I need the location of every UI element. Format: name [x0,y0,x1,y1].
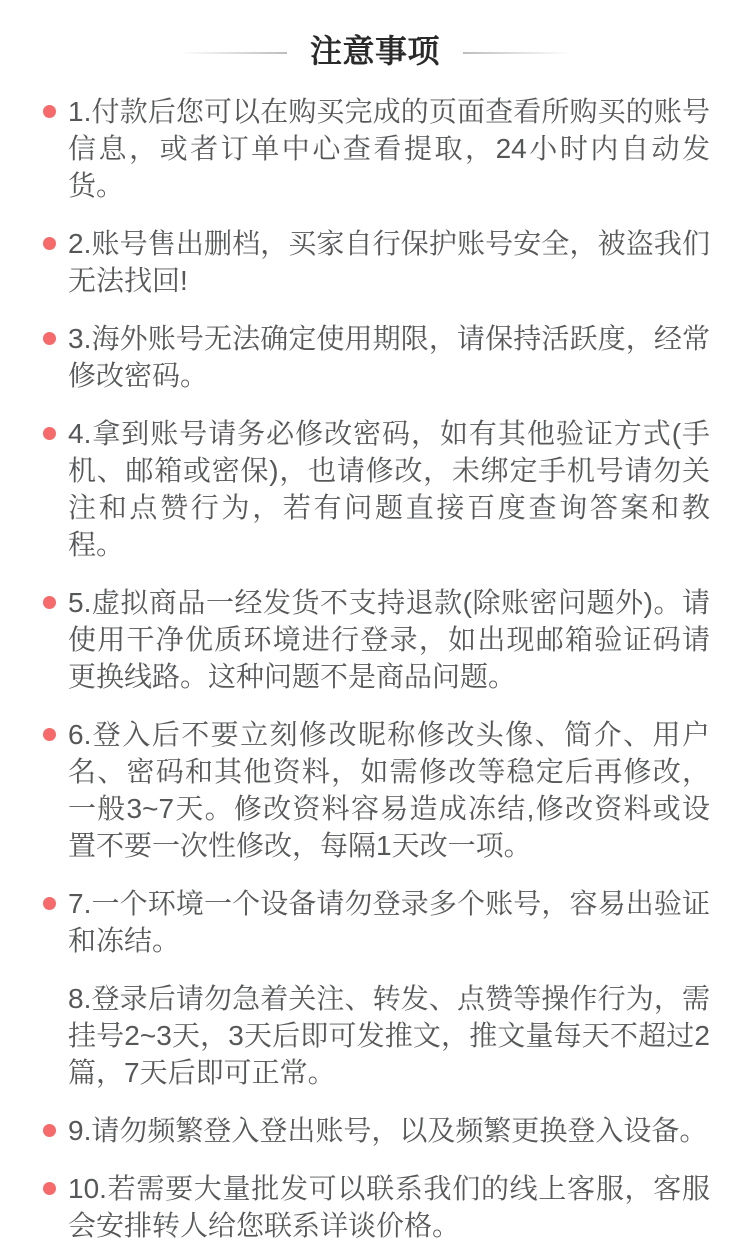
bullet-dot-icon [43,427,56,440]
notice-item-1 [68,93,710,204]
bullet-dot-icon [43,596,56,609]
bullet-dot-icon [43,1182,56,1195]
bullet-dot-icon [43,897,56,910]
notice-item-2 [68,225,710,299]
notice-item-9 [68,1112,710,1149]
notice-item-text: 4.拿到账号请务必修改密码，如有其他验证方式(手机、邮箱或密保)，也请修改，未绑定手机号请勿关注和点赞行为，若有问题直接百度查询答案和教程。 [68,418,710,560]
notice-item-10 [68,1170,710,1244]
page-title-row [0,0,750,72]
notice-item-text: 7.一个环境一个设备请勿登录多个账号，容易出验证和冻结。 [68,888,710,956]
notice-item-8 [68,980,710,1091]
bullet-dot-icon [43,332,56,345]
notice-item-4 [68,415,710,563]
notice-item-text: 2.账号售出删档，买家自行保护账号安全，被盗我们无法找回! [68,228,710,296]
bullet-dot-icon [43,1124,56,1137]
notice-item-text: 10.若需要大量批发可以联系我们的线上客服，客服会安排转人给您联系详谈价格。 [68,1173,710,1241]
bullet-dot-icon [43,105,56,118]
notice-item-text: 1.付款后您可以在购买完成的页面查看所购买的账号信息，或者订单中心查看提取，24小时内自动发货。 [68,96,710,201]
bullet-dot-icon [43,237,56,250]
notice-item-text: 3.海外账号无法确定使用期限，请保持活跃度，经常修改密码。 [68,323,710,391]
notice-item-6 [68,716,710,864]
notice-item-text: 5.虚拟商品一经发货不支持退款(除账密问题外)。请使用干净优质环境进行登录，如出现邮箱验证码请更换线路。这种问题不是商品问题。 [68,587,710,692]
notice-item-7 [68,885,710,959]
notice-list [0,93,750,1244]
notice-item-5 [68,584,710,695]
title-decor-line-right [463,52,571,54]
notice-item-text: 8.登录后请勿急着关注、转发、点赞等操作行为，需挂号2~3天，3天后即可发推文，推文量每天不超过2篇，7天后即可正常。 [68,983,710,1088]
bullet-dot-icon [43,728,56,741]
notice-item-text: 9.请勿频繁登入登出账号，以及频繁更换登入设备。 [68,1115,708,1146]
notice-item-3 [68,320,710,394]
notice-item-text: 6.登入后不要立刻修改昵称修改头像、简介、用户名、密码和其他资料，如需修改等稳定后再修改，一般3~7天。修改资料容易造成冻结,修改资料或设置不要一次性修改，每隔1天改一项。 [68,719,710,861]
title-decor-line-left [179,52,287,54]
page-title: 注意事项 [309,33,440,69]
